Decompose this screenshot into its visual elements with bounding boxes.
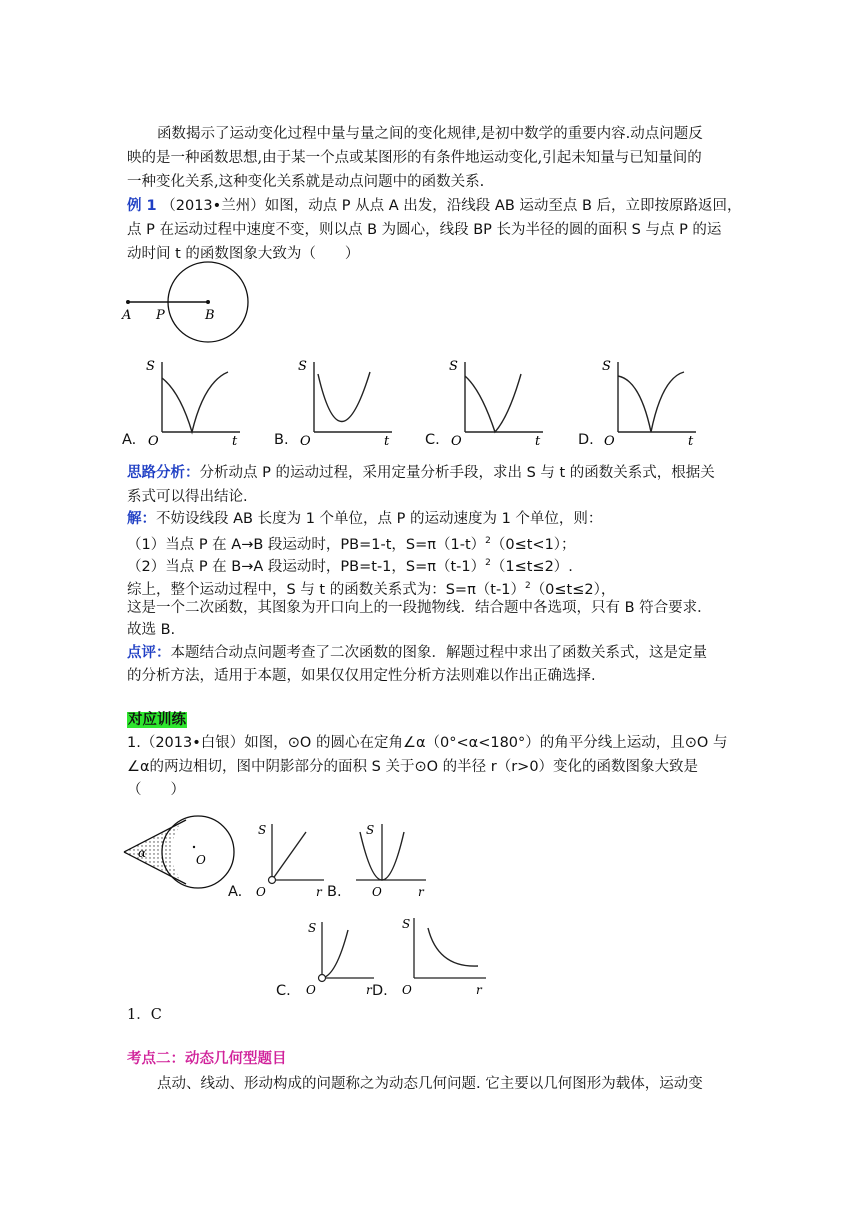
svg-text:t: t [688,434,694,449]
exponent-3: 2 [524,581,531,591]
practice-q1-line-3: （ ） [127,782,185,798]
curve-a [162,372,228,432]
svg-text:S: S [298,359,307,374]
practice-q1-line-1: 1.（2013•白银）如图，⊙O 的圆心在定角∠α（0°<α<180°）的角平分线上运动，且⊙O 与 [127,735,728,751]
center-o [193,846,195,848]
analysis-line-2: 系式可以得出结论. [127,489,248,505]
line-a [272,832,306,880]
ex1-graph-d [596,352,706,447]
alpha-label: α [138,846,147,860]
svg-text:r: r [316,885,322,899]
practice-option-d-label: D. [372,983,388,999]
svg-text:S: S [402,917,411,931]
svg-text:S: S [308,921,317,935]
practice-title-line [127,710,187,730]
svg-text:r: r [366,983,372,997]
curve-b [318,372,370,422]
practice-title: 对应训练 [128,712,186,728]
solution-case1-range: （0≤t<1）； [490,537,576,553]
analysis-line-1 [127,463,715,483]
svg-text:S: S [449,359,458,374]
example1-circle-figure [118,262,258,332]
intro-line-3: 一种变化关系,这种变化关系就是动点问题中的函数关系. [127,174,485,190]
solution-summary-range: （0≤t≤2）， [530,582,616,598]
practice-graph-b [352,818,432,902]
svg-text:t: t [384,434,390,449]
solution-line-6: 故选 B. [127,622,176,638]
svg-text:t: t [232,434,238,449]
practice-graph-c [302,916,382,1000]
example1-line-3: 动时间 t 的函数图象大致为（ ） [127,246,360,262]
solution-line-1 [127,509,602,529]
section2-line-1: 点动、线动、形动构成的问题称之为动态几何问题. 它主要以几何图形为载体，运动变 [157,1076,703,1092]
svg-text:O: O [306,983,316,997]
svg-text:S: S [258,823,267,837]
svg-text:O: O [451,434,462,449]
example1-line-1 [127,196,742,216]
solution-text-1: 不妨设线段 AB 长度为 1 个单位，点 P 的运动速度为 1 个单位，则： [156,511,603,527]
solution-summary: 综上，整个运动过程中，S 与 t 的函数关系式为：S=π（t-1） [127,582,525,598]
ex1-option-a-label: A. [122,432,137,448]
ex1-graph-c [443,352,553,447]
curve-c2 [322,930,348,978]
o-label: O [196,853,206,867]
intro-line-2: 映的是一种函数思想,由于某一个点或某图形的有条件地运动变化,引起未知量与已知量间的 [127,150,702,166]
solution-label: 解： [127,511,156,527]
practice-option-a-label: A. [228,884,243,900]
comment-line-1 [127,643,707,663]
svg-text:O: O [402,983,412,997]
solution-case2-range: （1≤t≤2）. [490,559,573,575]
curve-d [618,372,684,432]
svg-text:O: O [372,885,382,899]
svg-text:O: O [300,434,311,449]
example1-label: 例 1 [127,198,157,214]
svg-text:r: r [418,885,424,899]
svg-text:S: S [366,823,375,837]
ex1-option-b-label: B. [274,432,289,448]
solution-line-3 [127,553,573,577]
comment-line-2: 的分析方法，适用于本题，如果仅仅用定性分析方法则难以作出正确选择. [127,668,596,684]
label-b: B [205,308,215,323]
svg-text:S: S [602,359,611,374]
solution-line-2 [127,531,576,555]
practice-graph-a [252,818,332,902]
curve-d2 [428,928,478,966]
circle-o [162,816,234,888]
svg-text:t: t [535,434,541,449]
svg-text:O: O [604,434,615,449]
practice-q1-line-2: ∠α的两边相切，图中阴影部分的面积 S 关于⊙O 的半径 r（r>0）变化的函数图象大致是 [127,759,699,775]
solution-case1: （1）当点 P 在 A→B 段运动时，PB=1-t，S=π（1-t） [127,537,486,553]
analysis-text-1: 分析动点 P 的运动过程，采用定量分析手段，求出 S 与 t 的函数关系式，根据关 [199,465,715,481]
solution-case2: （2）当点 P 在 B→A 段运动时，PB=t-1，S=π（t-1） [127,559,486,575]
ex1-graph-a [140,352,250,447]
practice-angle-figure [120,812,240,892]
example1-line-2: 点 P 在运动过程中速度不变，则以点 B 为圆心，线段 BP 长为半径的圆的面积 S 与点 P 的运 [127,222,722,238]
analysis-label: 思路分析： [127,465,200,481]
ex1-option-c-label: C. [425,432,440,448]
ex1-option-d-label: D. [578,432,594,448]
solution-line-5: 这是一个二次函数，其图象为开口向上的一段抛物线．结合题中各选项，只有 B 符合要求． [127,600,712,616]
svg-text:O: O [148,434,159,449]
ex1-graph-b [292,352,402,447]
practice-option-b-label: B. [327,884,342,900]
intro-line-1: 函数揭示了运动变化过程中量与量之间的变化规律,是初中数学的重要内容.动点问题反 [157,126,703,142]
exponent-1: 2 [485,536,491,546]
point-a [126,300,130,304]
label-p: P [156,308,165,323]
section2-title: 考点二：动态几何型题目 [127,1051,287,1067]
svg-text:S: S [146,359,155,374]
comment-text-1: 本题结合动点问题考查了二次函数的图象．解题过程中求出了函数关系式，这是定量 [170,645,707,661]
comment-label: 点评： [127,645,171,661]
exponent-2: 2 [485,558,491,568]
practice-graph-d [398,912,490,1000]
practice-option-c-label: C. [276,983,291,999]
section2-title-line [127,1049,287,1069]
shaded-region [124,824,182,880]
example1-text-1: （2013•兰州）如图，动点 P 从点 A 出发，沿线段 AB 运动至点 B 后，立即按原路返回， [161,198,742,214]
point-b [206,300,210,304]
practice-answer: 1．C [127,1007,162,1023]
svg-text:O: O [256,885,266,899]
label-a: A [122,308,132,323]
svg-text:r: r [476,983,482,997]
curve-c [465,374,521,432]
solution-line-4 [127,576,615,600]
